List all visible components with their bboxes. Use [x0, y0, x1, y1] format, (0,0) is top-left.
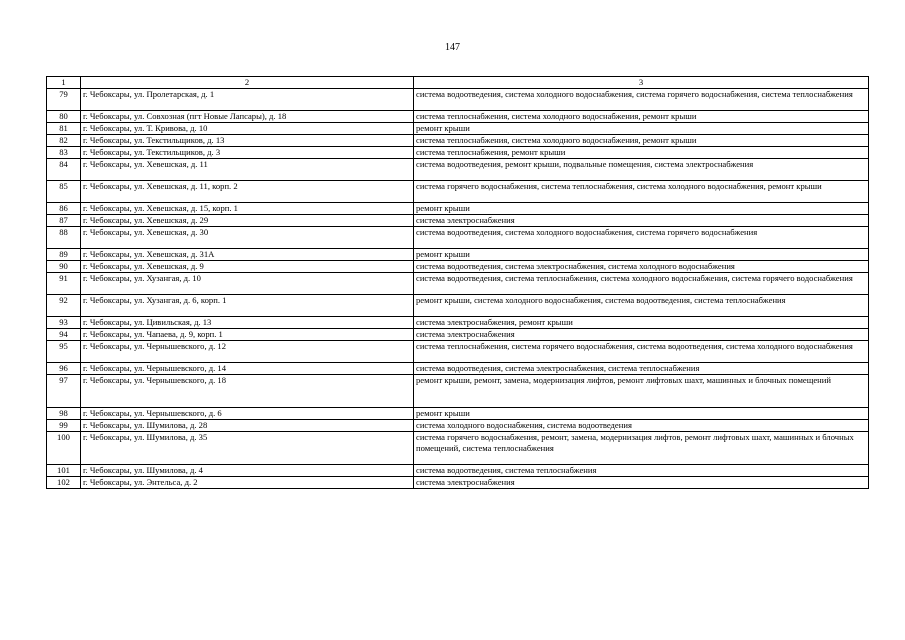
row-number: 85 [47, 181, 81, 203]
table-row [47, 317, 869, 329]
address-cell: г. Чебоксары, ул. Текстильщиков, д. 13 [81, 135, 414, 147]
row-number: 94 [47, 329, 81, 341]
table-row [47, 295, 869, 317]
address-cell: г. Чебоксары, ул. Хузангая, д. 10 [81, 273, 414, 295]
works-cell: система водоотведения, система электроснабжения, система теплоснабжения [414, 363, 869, 375]
table-row [47, 329, 869, 341]
address-cell: г. Чебоксары, ул. Шумилова, д. 28 [81, 420, 414, 432]
table-row [47, 181, 869, 203]
row-number: 87 [47, 215, 81, 227]
address-cell: г. Чебоксары, ул. Чернышевского, д. 12 [81, 341, 414, 363]
row-number: 91 [47, 273, 81, 295]
address-cell: г. Чебоксары, ул. Хевешская, д. 11 [81, 159, 414, 181]
works-cell: система электроснабжения [414, 215, 869, 227]
address-cell: г. Чебоксары, ул. Текстильщиков, д. 3 [81, 147, 414, 159]
table-row [47, 477, 869, 489]
table-row [47, 408, 869, 420]
address-cell: г. Чебоксары, ул. Хевешская, д. 9 [81, 261, 414, 273]
table-row [47, 203, 869, 215]
address-cell: г. Чебоксары, ул. Хевешская, д. 31А [81, 249, 414, 261]
address-cell: г. Чебоксары, ул. Шумилова, д. 35 [81, 432, 414, 465]
works-cell: ремонт крыши [414, 249, 869, 261]
works-cell: система водоотведения, система электроснабжения, система холодного водоснабжения [414, 261, 869, 273]
table-row [47, 432, 869, 465]
table-row [47, 261, 869, 273]
table-row [47, 215, 869, 227]
works-cell: система водоотведения, система теплоснабжения, система холодного водоснабжения, система горячего водоснабжения [414, 273, 869, 295]
works-cell: система теплоснабжения, система холодного водоснабжения, ремонт крыши [414, 111, 869, 123]
address-cell: г. Чебоксары, ул. Хевешская, д. 29 [81, 215, 414, 227]
row-number: 95 [47, 341, 81, 363]
works-cell: ремонт крыши, система холодного водоснабжения, система водоотведения, система теплоснабжения [414, 295, 869, 317]
address-cell: г. Чебоксары, ул. Хузангая, д. 6, корп. 1 [81, 295, 414, 317]
works-cell: система холодного водоснабжения, система водоотведения [414, 420, 869, 432]
row-number: 99 [47, 420, 81, 432]
address-cell: г. Чебоксары, ул. Шумилова, д. 4 [81, 465, 414, 477]
address-cell: г. Чебоксары, ул. Хевешская, д. 11, корп. 2 [81, 181, 414, 203]
works-cell: система электроснабжения, ремонт крыши [414, 317, 869, 329]
row-number: 90 [47, 261, 81, 273]
table-row [47, 159, 869, 181]
table-row [47, 249, 869, 261]
table-header-row [47, 77, 869, 89]
row-number: 96 [47, 363, 81, 375]
table-row [47, 273, 869, 295]
row-number: 101 [47, 465, 81, 477]
table-row [47, 420, 869, 432]
row-number: 98 [47, 408, 81, 420]
table-row [47, 227, 869, 249]
row-number: 102 [47, 477, 81, 489]
row-number: 81 [47, 123, 81, 135]
table-row [47, 111, 869, 123]
works-cell: ремонт крыши [414, 408, 869, 420]
column-header-number: 1 [47, 77, 81, 89]
works-cell: система горячего водоснабжения, система теплоснабжения, система холодного водоснабжения, ремонт крыши [414, 181, 869, 203]
row-number: 88 [47, 227, 81, 249]
row-number: 93 [47, 317, 81, 329]
table-row [47, 123, 869, 135]
works-cell: ремонт крыши [414, 123, 869, 135]
table-row [47, 363, 869, 375]
row-number: 84 [47, 159, 81, 181]
address-cell: г. Чебоксары, ул. Совхозная (пгт Новые Лапсары), д. 18 [81, 111, 414, 123]
address-cell: г. Чебоксары, ул. Энтельса, д. 2 [81, 477, 414, 489]
row-number: 89 [47, 249, 81, 261]
works-cell: ремонт крыши, ремонт, замена, модернизация лифтов, ремонт лифтовых шахт, машинных и блочных помещений [414, 375, 869, 408]
table-row [47, 465, 869, 477]
works-cell: система электроснабжения [414, 477, 869, 489]
works-cell: ремонт крыши [414, 203, 869, 215]
table-row [47, 135, 869, 147]
row-number: 79 [47, 89, 81, 111]
column-header-works: 3 [414, 77, 869, 89]
works-cell: система водоотведения, система теплоснабжения [414, 465, 869, 477]
address-cell: г. Чебоксары, ул. Чернышевского, д. 18 [81, 375, 414, 408]
row-number: 100 [47, 432, 81, 465]
works-cell: система теплоснабжения, система холодного водоснабжения, ремонт крыши [414, 135, 869, 147]
works-cell: система горячего водоснабжения, ремонт, замена, модернизация лифтов, ремонт лифтовых шахт, машинных и блочных помещений, система теплоснабжения [414, 432, 869, 465]
works-cell: система водоотведения, система холодного водоснабжения, система горячего водоснабжения, система теплоснабжения [414, 89, 869, 111]
column-header-address: 2 [81, 77, 414, 89]
works-cell: система водоотведения, система холодного водоснабжения, система горячего водоснабжения [414, 227, 869, 249]
page-number: 147 [445, 42, 460, 53]
row-number: 80 [47, 111, 81, 123]
address-cell: г. Чебоксары, ул. Хевешская, д. 15, корп. 1 [81, 203, 414, 215]
works-cell: система теплоснабжения, ремонт крыши [414, 147, 869, 159]
address-cell: г. Чебоксары, ул. Т. Кривова, д. 10 [81, 123, 414, 135]
row-number: 92 [47, 295, 81, 317]
address-cell: г. Чебоксары, ул. Пролетарская, д. 1 [81, 89, 414, 111]
table-row [47, 147, 869, 159]
address-cell: г. Чебоксары, ул. Чернышевского, д. 6 [81, 408, 414, 420]
address-cell: г. Чебоксары, ул. Чернышевского, д. 14 [81, 363, 414, 375]
row-number: 82 [47, 135, 81, 147]
table-row [47, 341, 869, 363]
row-number: 86 [47, 203, 81, 215]
buildings-table [46, 76, 869, 489]
works-cell: система электроснабжения [414, 329, 869, 341]
row-number: 97 [47, 375, 81, 408]
address-cell: г. Чебоксары, ул. Хевешская, д. 30 [81, 227, 414, 249]
works-cell: система водоотведения, ремонт крыши, подвальные помещения, система электроснабжения [414, 159, 869, 181]
table-row [47, 89, 869, 111]
works-cell: система теплоснабжения, система горячего водоснабжения, система водоотведения, система холодного водоснабжения [414, 341, 869, 363]
table-row [47, 375, 869, 408]
address-cell: г. Чебоксары, ул. Чапаева, д. 9, корп. 1 [81, 329, 414, 341]
address-cell: г. Чебоксары, ул. Цивильская, д. 13 [81, 317, 414, 329]
row-number: 83 [47, 147, 81, 159]
